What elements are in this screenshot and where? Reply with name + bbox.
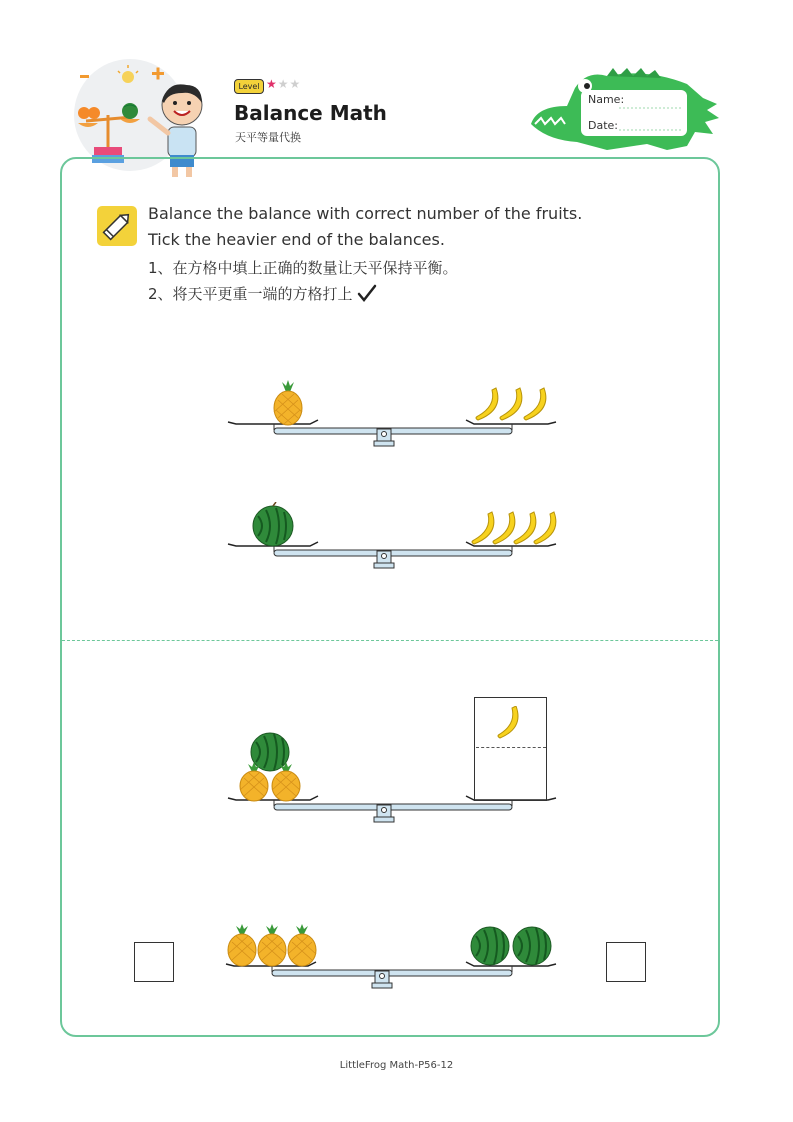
instruction-line-2: Tick the heavier end of the balances. [148, 230, 445, 249]
banana-icon [472, 512, 494, 544]
name-field-label: Name: [588, 93, 625, 106]
watermelon-icon [471, 927, 509, 965]
page-footer: LittleFrog Math-P56-12 [339, 1060, 454, 1071]
date-field-label: Date: [588, 119, 618, 132]
page-title: Balance Math [234, 101, 387, 125]
watermelon-icon [513, 927, 551, 965]
banana-icon [476, 388, 498, 420]
section-divider [62, 640, 718, 641]
star-icon: ★ [289, 77, 302, 91]
banana-icon [500, 388, 522, 420]
banana-icon [514, 512, 536, 544]
balance-1-left-pan [228, 420, 318, 424]
pencil-icon [97, 206, 137, 246]
answer-input-area[interactable] [476, 750, 546, 800]
level-badge: Level [234, 79, 264, 94]
level-stars [266, 77, 301, 91]
instruction-line-4 [148, 283, 377, 304]
watermelon-icon [253, 502, 293, 546]
pineapple-icon [228, 924, 256, 966]
banana-icon [524, 388, 546, 420]
star-icon: ★ [277, 77, 290, 91]
watermelon-icon [251, 733, 289, 771]
star-icon: ★ [266, 77, 278, 91]
tick-box-left[interactable] [134, 942, 174, 982]
checkmark-icon [357, 284, 377, 302]
answer-box-divider [476, 747, 546, 748]
instruction-line-4-text: 2、将天平更重一端的方格打上 [148, 285, 353, 303]
pineapple-icon [288, 924, 316, 966]
pineapple-icon [274, 380, 302, 425]
balance-1-right-pan [466, 420, 556, 424]
balance-scale-2 [226, 502, 558, 574]
pineapple-icon [258, 924, 286, 966]
page-subtitle: 天平等量代换 [235, 131, 301, 144]
banana-icon [534, 512, 556, 544]
crocodile-illustration [527, 66, 723, 156]
banana-icon [496, 706, 522, 740]
banana-icon [493, 512, 515, 544]
balance-scale-1 [226, 380, 558, 452]
instruction-line-1: Balance the balance with correct number of the fruits. [148, 204, 583, 223]
balance-scale-4 [224, 920, 560, 992]
instruction-line-3: 1、在方格中填上正确的数量让天平保持平衡。 [148, 259, 458, 277]
tick-box-right[interactable] [606, 942, 646, 982]
